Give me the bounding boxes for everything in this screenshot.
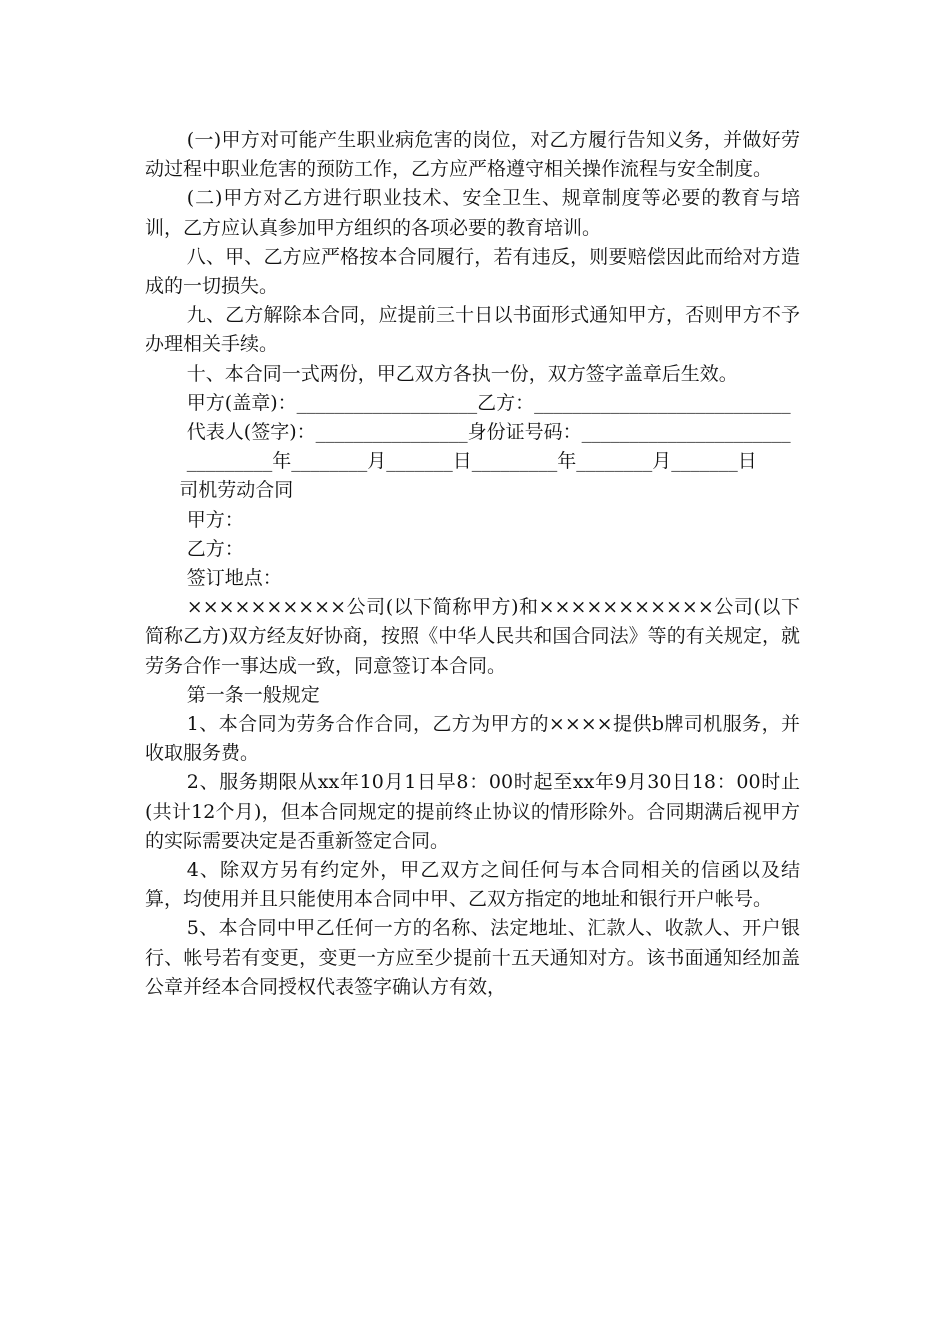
field-party-a: 甲方： bbox=[186, 508, 244, 531]
article-one-item-2: 2、服务期限从xx年10月1日早8：00时起至xx年9月30日18：00时止(共计12个月)，但本合同规定的提前终止协议的情形除外。合同期满后视甲方的实际需要决定是否重新签定合同。 bbox=[145, 771, 800, 852]
contract-title-text: 司机劳动合同 bbox=[179, 479, 294, 502]
clause-nine: 九、乙方解除本合同，应提前三十日以书面形式通知甲方，否则甲方不予办理相关手续。 bbox=[145, 304, 800, 356]
signature-representative-line: 代表人(签字)：________________身份证号码：______________________ bbox=[186, 421, 791, 444]
preamble: ××××××××××公司(以下简称甲方)和×××××××××××公司(以下简称乙方)双方经友好协商，按照《中华人民共和国合同法》等的有关规定，就劳务合作一事达成一致，同意签订本合同。 bbox=[145, 596, 800, 677]
clause-eight: 八、甲、乙方应严格按本合同履行，若有违反，则要赔偿因此而给对方造成的一切损失。 bbox=[145, 245, 800, 298]
article-one-heading: 第一条一般规定 bbox=[186, 683, 320, 706]
field-signing-place: 签订地点： bbox=[186, 567, 282, 590]
article-one-item-1: 1、本合同为劳务合作合同，乙方为甲方的××××提供b牌司机服务，并收取服务费。 bbox=[145, 713, 800, 765]
article-one-item-5: 5、本合同中甲乙任何一方的名称、法定地址、汇款人、收款人、开户银行、帐号若有变更，变更一方应至少提前十五天通知对方。该书面通知经加盖公章并经本合同授权代表签字确认方有效， bbox=[145, 917, 800, 998]
clause-occupational-hazard: (一)甲方对可能产生职业病危害的岗位，对乙方履行告知义务，并做好劳动过程中职业危害的预防工作，乙方应严格遵守相关操作流程与安全制度。 bbox=[145, 129, 800, 181]
clause-ten: 十、本合同一式两份，甲乙双方各执一份，双方签字盖章后生效。 bbox=[186, 362, 738, 385]
contract-title bbox=[145, 476, 800, 505]
article-one-item-4: 4、除双方另有约定外，甲乙双方之间任何与本合同相关的信函以及结算，均使用并且只能使用本合同中甲、乙双方指定的地址和银行开户帐号。 bbox=[145, 859, 800, 911]
document-page bbox=[145, 126, 800, 1002]
field-party-b: 乙方： bbox=[186, 537, 244, 560]
signature-date-line: _________年________月_______日_________年________月_______日 bbox=[186, 450, 757, 473]
signature-party-line: 甲方(盖章)：___________________乙方：___________________________ bbox=[186, 391, 791, 414]
clause-training: (二)甲方对乙方进行职业技术、安全卫生、规章制度等必要的教育与培训，乙方应认真参加甲方组织的各项必要的教育培训。 bbox=[145, 187, 800, 239]
